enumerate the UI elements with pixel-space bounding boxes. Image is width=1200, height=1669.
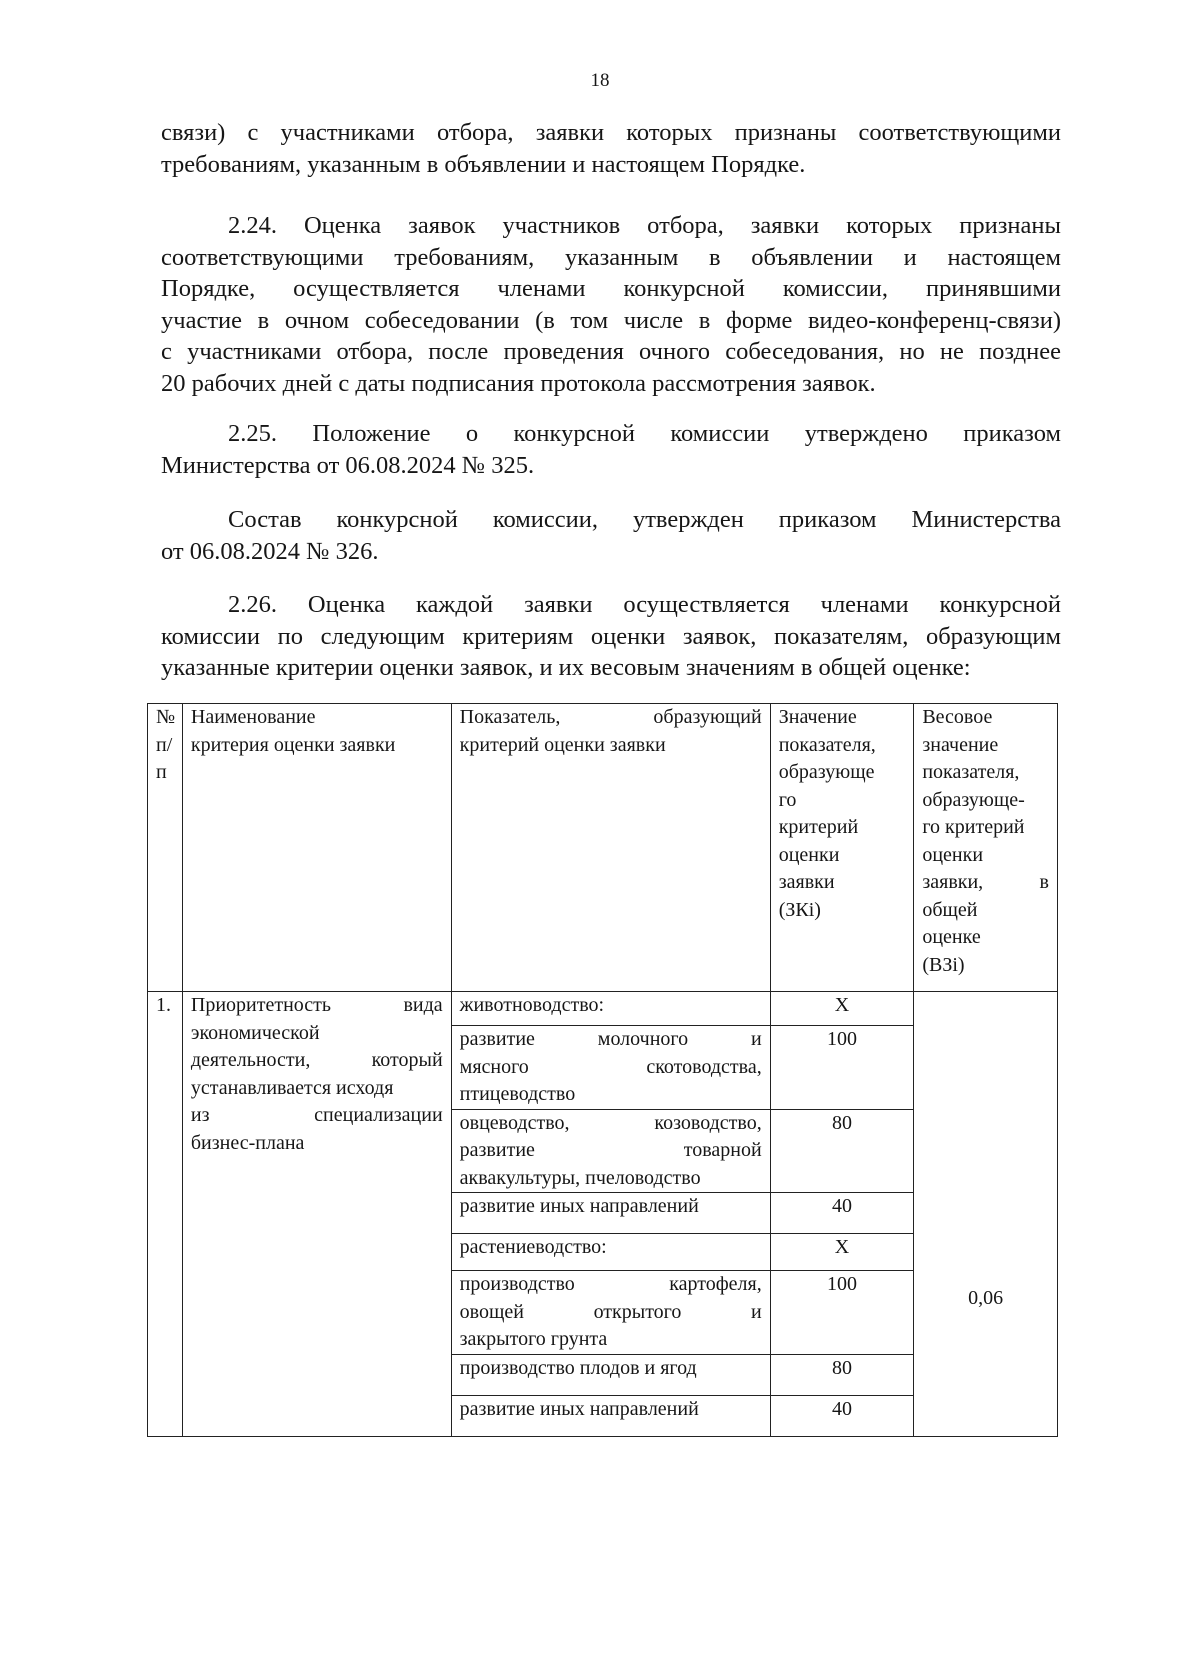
header-text: оценки [778, 843, 840, 866]
indicator-text: развитие иных направлений [459, 1397, 699, 1420]
row-num: 1. [148, 992, 183, 1437]
header-criterion [182, 704, 451, 992]
indicator-text: растениеводство: [459, 1236, 607, 1258]
criterion-text: деятельности, который [190, 1049, 443, 1071]
indicator-text: овцеводство, козоводство, [459, 1111, 762, 1134]
text-line: соответствующими требованиям, указанным в объявлении и настоящем [161, 243, 1061, 271]
header-text: образующе- [922, 788, 1025, 811]
value-cell: X [770, 1234, 914, 1271]
table-header-row [148, 704, 1058, 992]
indicator-cell [451, 1395, 770, 1436]
paragraph-2-24 [161, 210, 1061, 399]
table-row [148, 992, 1058, 1026]
indicator-text: производство плодов и ягод [459, 1356, 697, 1379]
indicator-text: птицеводство [459, 1083, 576, 1105]
indicator-text: развитие молочного и [459, 1028, 762, 1050]
indicator-text: производство картофеля, [459, 1273, 762, 1295]
header-text: Показатель, образующий [459, 706, 762, 728]
indicator-text: закрытого грунта [459, 1328, 608, 1350]
indicator-text: животноводство: [459, 994, 605, 1016]
indicator-cell [451, 1109, 770, 1193]
text-line: комиссии по следующим критериям оценки заявок, показателям, образующим [161, 622, 1061, 650]
text-line: 2.26. Оценка каждой заявки осуществляется членами конкурсной [228, 591, 1061, 618]
indicator-cell [451, 1234, 770, 1271]
text-line: с участниками отбора, после проведения очного собеседования, но не позднее [161, 338, 1061, 365]
paragraph-commission [161, 504, 1061, 567]
indicator-text: развитие иных направлений [459, 1195, 699, 1217]
text-line: участие в очном собеседовании (в том числе в форме видео-конференц-связи) [161, 306, 1061, 334]
text-line: 2.24. Оценка заявок участников отбора, заявки которых признаны [228, 212, 1061, 239]
header-weight [914, 704, 1058, 992]
header-text: общей [922, 898, 978, 921]
value-cell: 80 [770, 1354, 914, 1395]
header-text: критерий оценки заявки [459, 733, 666, 756]
header-text: показателя, [778, 733, 876, 756]
criterion-text: бизнес-плана [190, 1131, 305, 1154]
text-line: Состав конкурсной комиссии, утвержден приказом Министерства [228, 506, 1061, 533]
header-value [770, 704, 914, 992]
header-text: (ЗКi) [778, 898, 821, 921]
header-text: Весовое [922, 706, 993, 728]
header-text: (ВЗi) [922, 953, 965, 976]
header-text: го критерий [922, 816, 1025, 838]
header-text: п/п [156, 733, 173, 783]
paragraph-continuation [161, 117, 1061, 180]
header-num [148, 704, 183, 992]
text-line: требованиям, указанным в объявлении и настоящем Порядке. [161, 150, 806, 178]
text-line: от 06.08.2024 № 326. [161, 537, 379, 565]
criterion-text: Приоритетность вида [190, 994, 443, 1016]
criterion-text: устанавливается исходя [190, 1076, 394, 1099]
indicator-cell [451, 1193, 770, 1234]
criterion-text: из специализации [190, 1104, 443, 1126]
paragraph-2-25 [161, 418, 1061, 481]
header-text: го [778, 788, 797, 811]
indicator-text: развитие товарной [459, 1139, 762, 1161]
weight-cell: 0,06 [914, 992, 1058, 1437]
value-cell: X [770, 992, 914, 1026]
value-cell: 80 [770, 1109, 914, 1193]
header-text: Наименование [190, 706, 316, 728]
value-cell: 100 [770, 1026, 914, 1110]
indicator-cell [451, 992, 770, 1026]
header-text: оценке [922, 926, 981, 948]
header-text: значение [922, 733, 999, 756]
text-line: указанные критерии оценки заявок, и их весовым значениям в общей оценке: [161, 654, 971, 681]
indicator-text: овощей открытого и [459, 1300, 762, 1323]
criterion-text: экономической [190, 1021, 320, 1044]
criteria-table [147, 703, 1058, 1437]
header-text: оценки [922, 843, 984, 866]
header-text: заявки [778, 871, 835, 893]
header-text: Значение [778, 706, 857, 728]
indicator-cell [451, 1354, 770, 1395]
row-criterion [182, 992, 451, 1437]
indicator-text: аквакультуры, пчеловодство [459, 1166, 701, 1189]
value-cell: 40 [770, 1395, 914, 1436]
text-line: Порядке, осуществляется членами конкурсной комиссии, принявшими [161, 275, 1061, 302]
text-line: 20 рабочих дней с даты подписания протокола рассмотрения заявок. [161, 369, 876, 397]
text-line: Министерства от 06.08.2024 № 325. [161, 451, 535, 479]
indicator-cell [451, 1271, 770, 1355]
value-cell: 40 [770, 1193, 914, 1234]
header-text: № [156, 706, 176, 728]
header-text: критерия оценки заявки [190, 733, 396, 756]
text-line: связи) с участниками отбора, заявки которых признаны соответствующими [161, 119, 1061, 146]
header-text: показателя, [922, 761, 1020, 783]
header-text: критерий [778, 816, 859, 838]
indicator-text: мясного скотоводства, [459, 1055, 762, 1078]
paragraph-2-26 [161, 589, 1061, 684]
header-text: заявки, в [922, 871, 1049, 893]
indicator-cell [451, 1026, 770, 1110]
header-indicator [451, 704, 770, 992]
value-cell: 100 [770, 1271, 914, 1355]
page-number: 18 [590, 70, 610, 91]
header-text: образующе [778, 761, 875, 783]
text-line: 2.25. Положение о конкурсной комиссии утверждено приказом [228, 420, 1061, 447]
